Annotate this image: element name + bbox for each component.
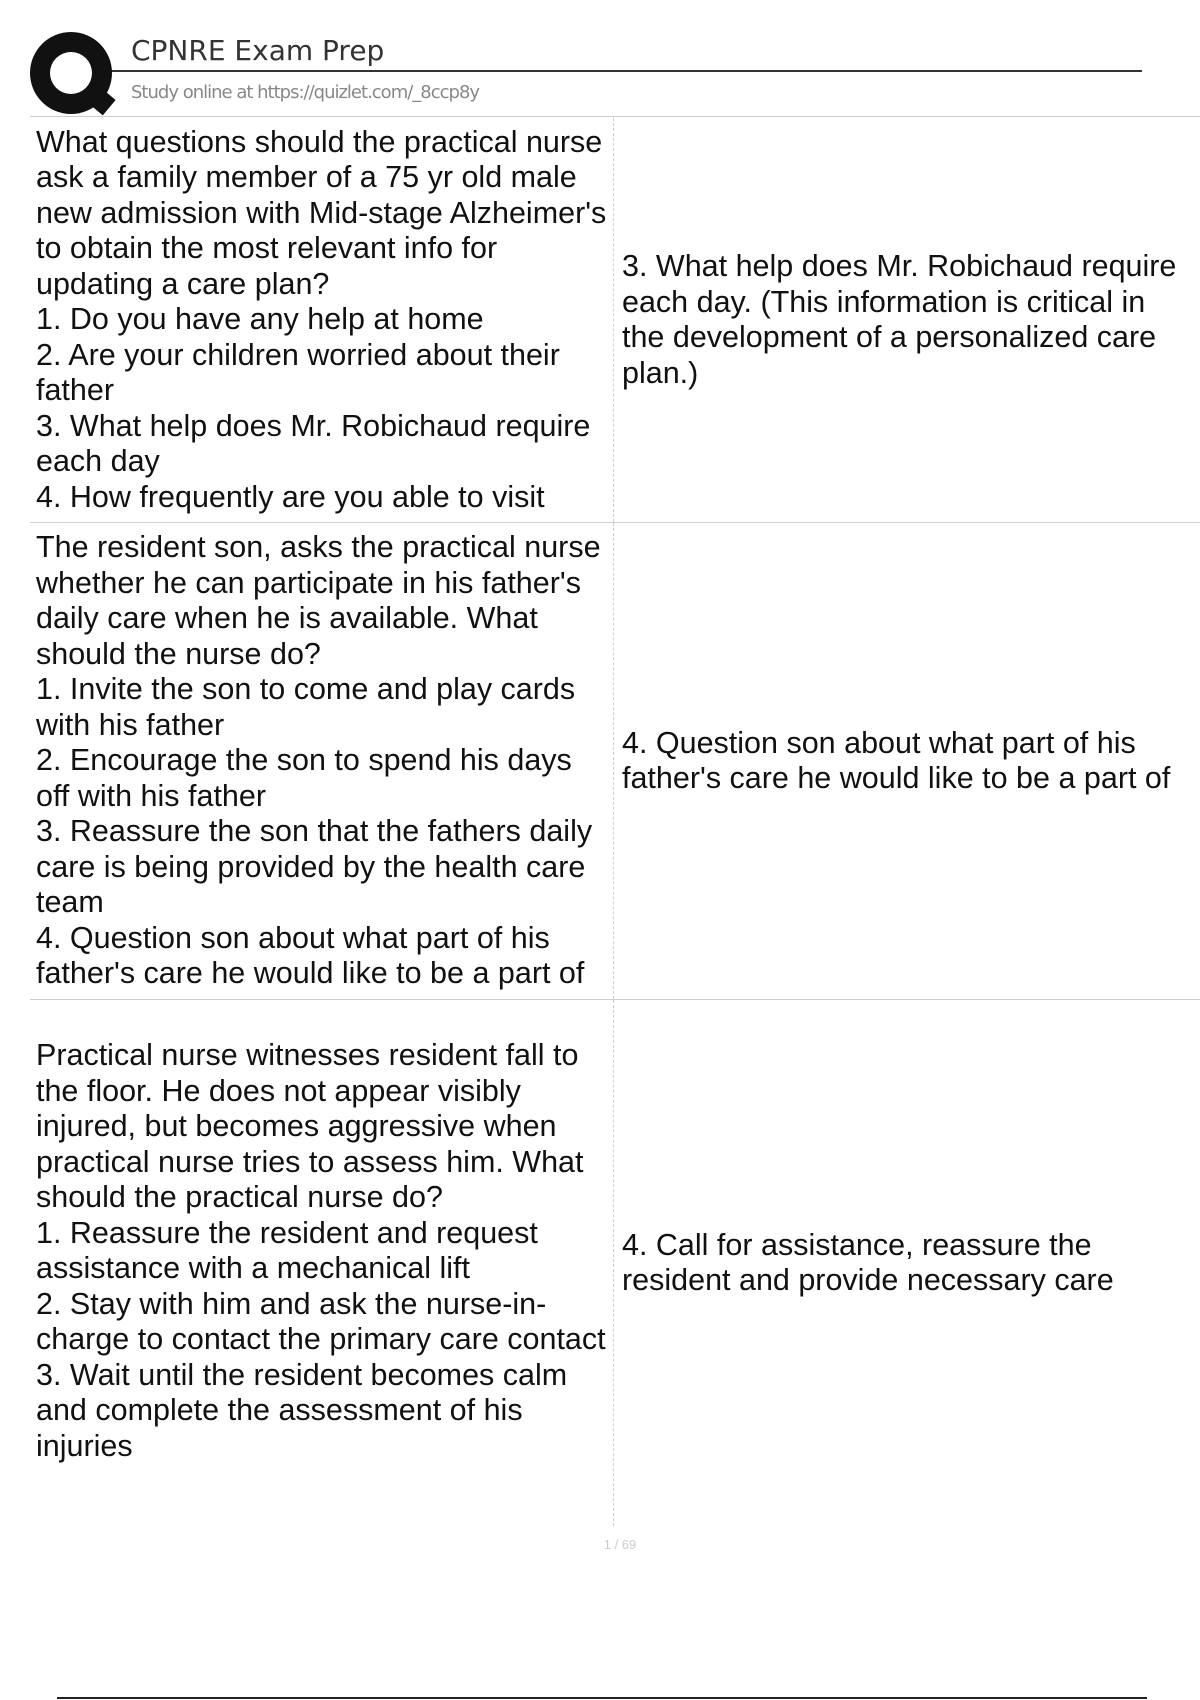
footer-divider	[57, 1697, 1147, 1699]
header	[30, 30, 1190, 118]
term-option: 4. Question son about what part of his father's care he would like to be a part of	[36, 920, 585, 991]
card-term	[30, 523, 614, 999]
flashcard	[30, 1000, 1200, 1526]
study-online-link[interactable]: Study online at https://quizlet.com/_8ccp8y	[131, 82, 480, 103]
term-question: Practical nurse witnesses resident fall to the floor. He does not appear visibly injured, but becomes aggressive when practical nurse tries to assess him. What should the practical nurse do?	[36, 1038, 584, 1214]
term-option: 2. Stay with him and ask the nurse-in-charge to contact the primary care contact	[36, 1286, 606, 1356]
term-option: 2. Are your children worried about their father	[36, 337, 560, 408]
card-term	[30, 118, 614, 522]
definition-answer: 4. Question son about what part of his father's care he would like to be a part of	[622, 725, 1171, 795]
flashcard-list	[30, 118, 1200, 1526]
definition-answer: 4. Call for assistance, reassure the resident and provide necessary care	[622, 1227, 1114, 1297]
flashcard	[30, 523, 1200, 1000]
title-rule	[50, 70, 1142, 72]
definition-answer: 3. What help does Mr. Robichaud require each day. (This information is critical in the development of a personalized care plan.)	[622, 249, 1177, 390]
term-option: 3. Wait until the resident becomes calm and complete the assessment of his injuries	[36, 1357, 568, 1463]
page-number: 1 / 69	[603, 1537, 637, 1552]
header-divider	[30, 116, 1200, 117]
term-option: 1. Reassure the resident and request assistance with a mechanical lift	[36, 1215, 538, 1285]
quizlet-logo-icon	[30, 32, 112, 114]
card-definition	[614, 1000, 1200, 1526]
card-definition	[614, 118, 1200, 522]
term-option: 1. Do you have any help at home	[36, 302, 484, 337]
term-option: 2. Encourage the son to spend his days off with his father	[36, 743, 572, 813]
term-option: 1. Invite the son to come and play cards with his father	[36, 672, 576, 742]
term-question: The resident son, asks the practical nurse whether he can participate in his father's daily care when he is available. What should the nurse do?	[36, 530, 601, 671]
term-option: 3. Reassure the son that the fathers daily care is being provided by the health care team	[36, 814, 593, 920]
card-definition	[614, 523, 1200, 999]
flashcard	[30, 118, 1200, 523]
term-option: 3. What help does Mr. Robichaud require each day	[36, 408, 591, 479]
card-term	[30, 1000, 614, 1526]
document-title: CPNRE Exam Prep	[131, 34, 385, 67]
term-option: 4. How frequently are you able to visit	[36, 479, 545, 514]
term-question: What questions should the practical nurse ask a family member of a 75 yr old male new admission with Mid-stage Alzheimer's to obtain the most relevant info for updating a care plan?	[36, 124, 607, 301]
